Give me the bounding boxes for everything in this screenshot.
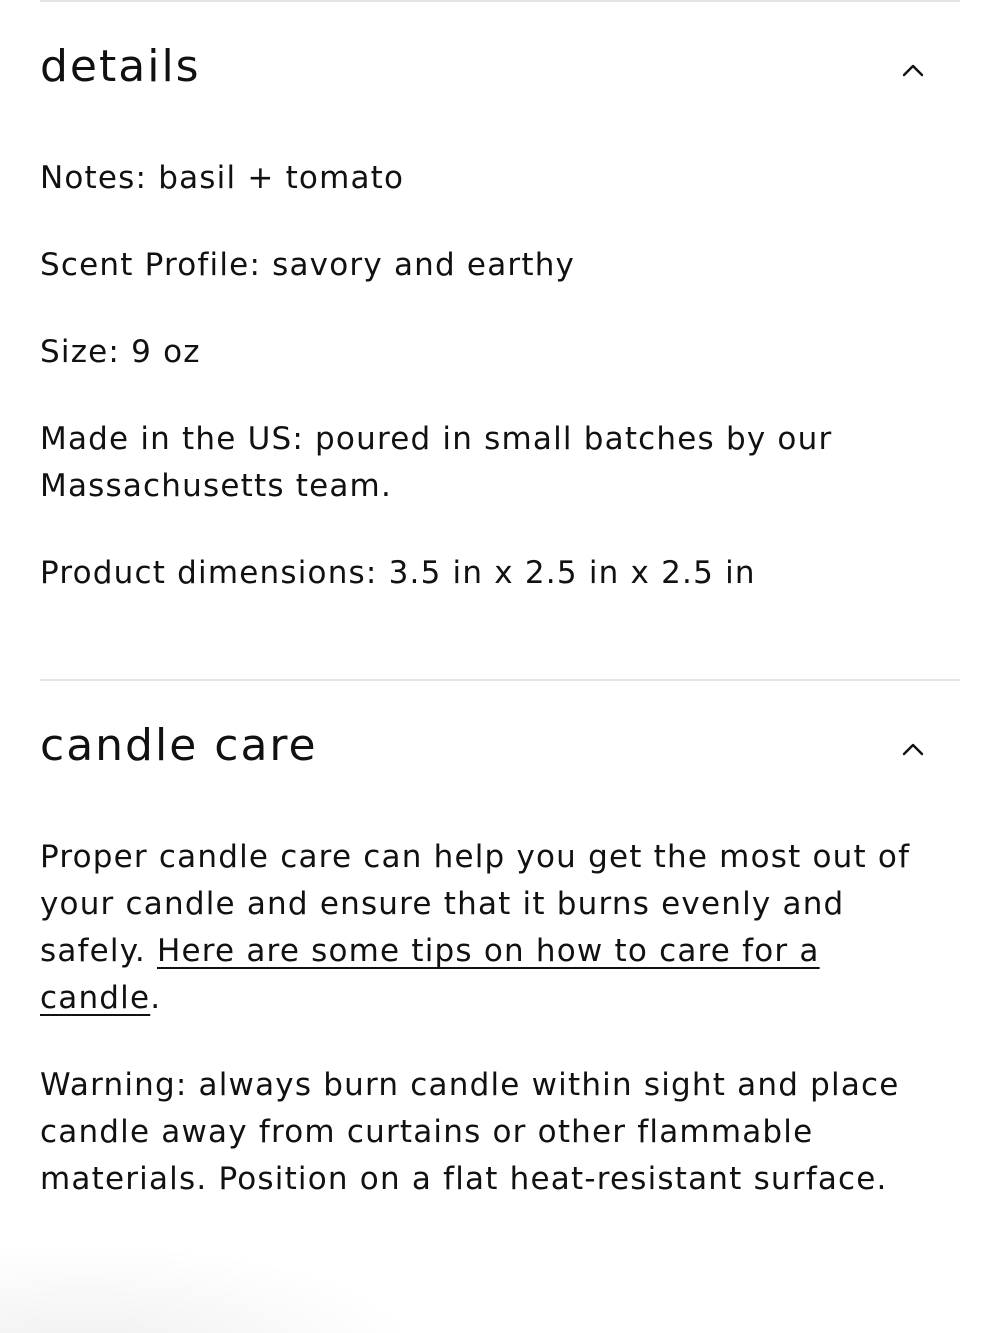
warning-text: Warning: always burn candle within sight and place candle away from curtains or other flammable materials. Position on a flat heat-resistant surface.: [40, 1067, 900, 1197]
chevron-up-icon[interactable]: [902, 741, 924, 757]
dimensions-text: Product dimensions: 3.5 in x 2.5 in x 2.5 in: [40, 555, 756, 591]
candle-care-title: candle care: [40, 720, 318, 771]
details-accordion-header[interactable]: [40, 32, 960, 102]
top-divider: [40, 0, 960, 2]
made-in-text: Made in the US: poured in small batches by our Massachusetts team.: [40, 421, 833, 504]
chevron-up-icon[interactable]: [902, 62, 924, 78]
scent-profile-text: Scent Profile: savory and earthy: [40, 247, 576, 283]
candle-care-intro-text: Proper candle care can help you get the most out of your candle and ensure that it burns evenly and safely.: [40, 839, 911, 969]
details-title: details: [40, 41, 201, 92]
candle-care-tips-link[interactable]: Here are some tips on how to care for a candle: [40, 933, 820, 1016]
size-text: Size: 9 oz: [40, 334, 201, 370]
candle-care-intro-end: .: [150, 980, 162, 1016]
notes-text: Notes: basil + tomato: [40, 160, 405, 196]
candle-care-accordion-header[interactable]: [40, 711, 960, 781]
section-divider: [40, 679, 960, 681]
bottom-shadow: [0, 1243, 420, 1333]
candle-care-intro: [40, 834, 950, 1022]
